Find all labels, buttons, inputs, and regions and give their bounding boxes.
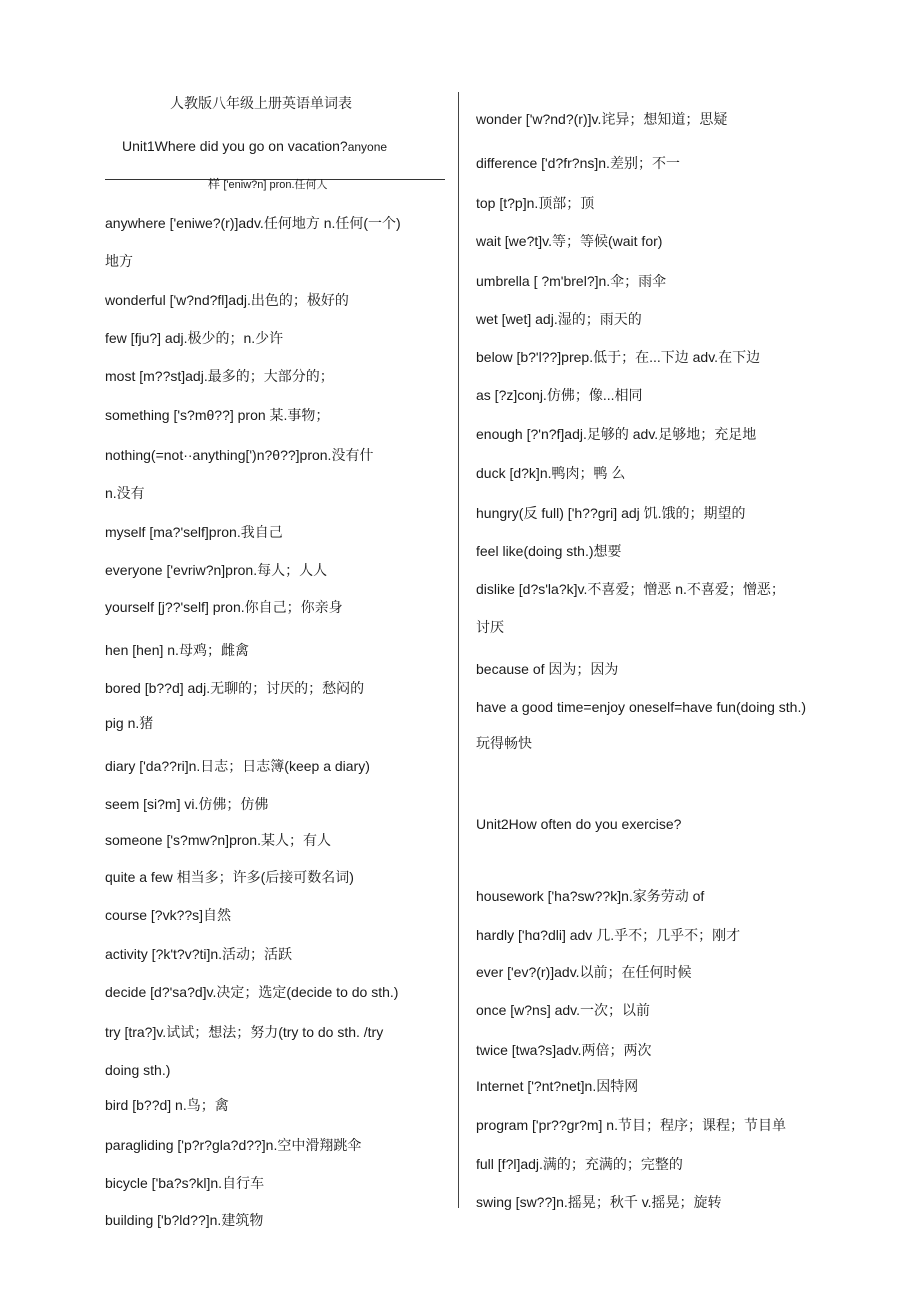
vocab-line: diary ['da??ri]n.日志；日志簿(keep a diary) — [105, 758, 370, 774]
vocab-line: few [fju?] adj.极少的；n.少许 — [105, 330, 284, 346]
vocab-line: try [tra?]v.试试；想法；努力(try to do sth. /try — [105, 1024, 384, 1040]
vocab-line: difference ['d?fr?ns]n.差别；不一 — [476, 155, 680, 171]
vocab-line: n.没有 — [105, 485, 145, 501]
vocab-line: someone ['s?mw?n]pron.某人；有人 — [105, 832, 331, 848]
vocab-line: most [m??st]adj.最多的；大部分的； — [105, 368, 334, 384]
vocab-line: anywhere ['eniwe?(r)]adv.任何地方 n.任何(一个) — [105, 215, 401, 231]
vocab-line: activity [?k't?v?ti]n.活动；活跃 — [105, 946, 293, 962]
vocab-line: 玩得畅快 — [476, 735, 532, 751]
vocab-line: hen [hen] n.母鸡；雌禽 — [105, 642, 249, 658]
vocab-line: swing [sw??]n.摇晃；秋千 v.摇晃；旋转 — [476, 1194, 722, 1210]
vocab-line: hungry(反 full) ['h??gri] adj 饥.饿的；期望的 — [476, 505, 746, 521]
vocab-line: pig n.猪 — [105, 715, 154, 731]
vocab-line: seem [si?m] vi.仿佛；仿佛 — [105, 796, 269, 812]
vocab-line: Internet ['?nt?net]n.因特网 — [476, 1078, 639, 1094]
vocab-line: hardly ['hɑ?dli] adv 几.乎不；几乎不；刚才 — [476, 927, 741, 943]
vocab-line: housework ['ha?sw??k]n.家务劳动 of — [476, 888, 705, 904]
vocab-line: wonderful ['w?nd?fl]adj.出色的；极好的 — [105, 292, 349, 308]
vocab-line: enough [?'n?f]adj.足够的 adv.足够地；充足地 — [476, 426, 757, 442]
vocab-line: as [?z]conj.仿佛；像...相同 — [476, 387, 643, 403]
vocab-line: full [f?l]adj.满的；充满的；完整的 — [476, 1156, 683, 1172]
anyone-entry-lead: 样 — [208, 177, 221, 191]
vocab-line: nothing(=not··anything[')n?θ??]pron.没有什 — [105, 447, 374, 463]
unit2-heading: Unit2How often do you exercise? — [476, 816, 682, 832]
vocab-line: course [?vk??s]自然 — [105, 907, 232, 923]
unit1-heading — [122, 138, 387, 154]
vocab-line: have a good time=enjoy oneself=have fun(doing sth.) — [476, 699, 807, 715]
vocab-line: twice [twa?s]adv.两倍；两次 — [476, 1042, 652, 1058]
vocab-line: because of 因为；因为 — [476, 661, 619, 677]
vocab-line: bicycle ['ba?s?kl]n.自行车 — [105, 1175, 265, 1191]
vocab-line: wonder ['w?nd?(r)]v.诧异；想知道；思疑 — [476, 111, 728, 127]
vocab-line: program ['pr??gr?m] n.节目；程序；课程；节目单 — [476, 1117, 786, 1133]
vocab-line: yourself [j??'self] pron.你自己；你亲身 — [105, 599, 343, 615]
vocab-line: myself [ma?'self]pron.我自己 — [105, 524, 283, 540]
vocab-line: wait [we?t]v.等；等候(wait for) — [476, 233, 663, 249]
vocab-line: once [w?ns] adv.一次；以前 — [476, 1002, 651, 1018]
vocab-line: dislike [d?s'la?k]v.不喜爱；憎恶 n.不喜爱；憎恶； — [476, 581, 785, 597]
vocab-line: decide [d?'sa?d]v.决定；选定(decide to do sth.) — [105, 984, 399, 1000]
vocab-line: doing sth.) — [105, 1062, 171, 1078]
vocab-line: paragliding ['p?r?gla?d??]n.空中滑翔跳伞 — [105, 1137, 362, 1153]
vocab-line: ever ['ev?(r)]adv.以前；在任何时候 — [476, 964, 692, 980]
anyone-entry-remainder — [208, 175, 328, 192]
vocab-line: below [b?'l??]prep.低于；在...下边 adv.在下边 — [476, 349, 761, 365]
anyone-entry-text: ['eniw?n] pron.任何人 — [223, 179, 328, 191]
unit1-heading-tail: anyone — [347, 140, 388, 154]
vocab-line: bird [b??d] n.鸟；禽 — [105, 1097, 229, 1113]
column-divider — [458, 92, 459, 1208]
unit1-heading-text: Unit1Where did you go on vacation? — [122, 138, 348, 154]
vocab-line: 讨厌 — [476, 619, 504, 635]
vocab-line: duck [d?k]n.鸭肉；鸭 么 — [476, 465, 626, 481]
vocab-line: quite a few 相当多；许多(后接可数名词) — [105, 869, 354, 885]
vocab-line: wet [wet] adj.湿的；雨天的 — [476, 311, 642, 327]
vocab-line: feel like(doing sth.)想要 — [476, 543, 622, 559]
vocab-line: building ['b?ld??]n.建筑物 — [105, 1212, 264, 1228]
vocab-line: top [t?p]n.顶部；顶 — [476, 195, 595, 211]
page-title: 人教版八年级上册英语单词表 — [170, 95, 352, 111]
vocab-line: umbrella [ ?m'brel?]n.伞；雨伞 — [476, 273, 667, 289]
vocab-line: something ['s?mθ??] pron 某.事物； — [105, 407, 330, 423]
vocab-line: everyone ['evriw?n]pron.每人；人人 — [105, 562, 328, 578]
vocab-line: 地方 — [105, 253, 133, 269]
vocab-line: bored [b??d] adj.无聊的；讨厌的；愁闷的 — [105, 680, 365, 696]
